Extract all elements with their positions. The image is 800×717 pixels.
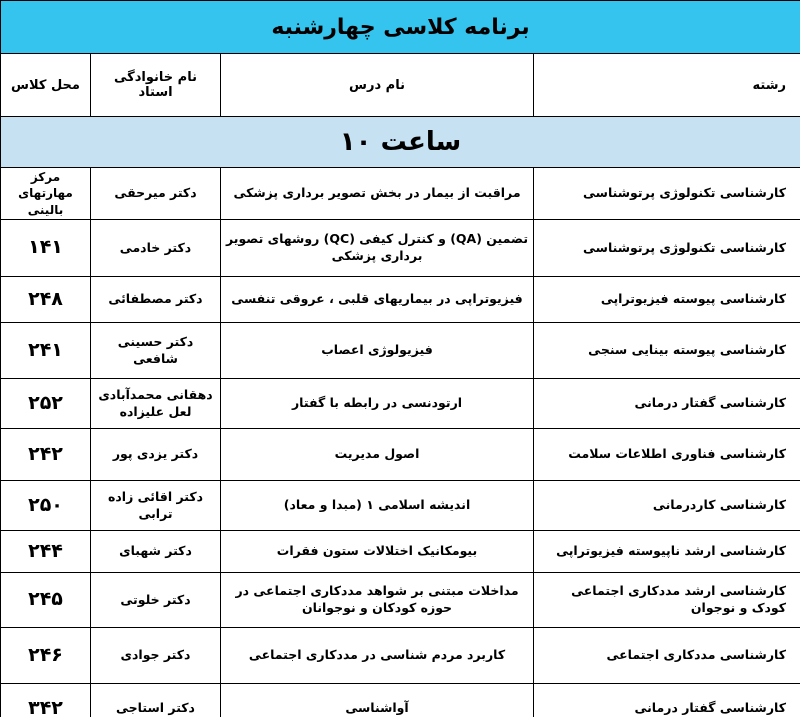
- cell-field: کارشناسی گفتار درمانی: [534, 684, 800, 717]
- cell-instructor: دکتر حسینی شافعی: [91, 323, 221, 379]
- cell-instructor: دکتر شهبای: [91, 531, 221, 573]
- header-field: رشته: [534, 54, 800, 117]
- cell-course: کاربرد مردم شناسی در مددکاری اجتماعی: [221, 628, 534, 684]
- cell-room: ۲۴۱: [1, 323, 91, 379]
- cell-field: کارشناسی تکنولوژی پرتوشناسی: [534, 220, 800, 277]
- schedule-title: برنامه کلاسی چهارشنبه: [1, 1, 800, 54]
- table-row: [1, 628, 800, 684]
- cell-room: ۲۴۸: [1, 277, 91, 323]
- table-row: [1, 481, 800, 531]
- cell-instructor: دکتر اقائی زاده ترابی: [91, 481, 221, 531]
- header-course: نام درس: [221, 54, 534, 117]
- cell-field: کارشناسی تکنولوژی پرتوشناسی: [534, 168, 800, 220]
- cell-course: آواشناسی: [221, 684, 534, 717]
- cell-course: فیزیولوژی اعصاب: [221, 323, 534, 379]
- table-row: [1, 168, 800, 220]
- cell-room: ۱۴۱: [1, 220, 91, 277]
- cell-field: کارشناسی فناوری اطلاعات سلامت: [534, 429, 800, 481]
- cell-room: ۲۴۲: [1, 429, 91, 481]
- cell-course: بیومکانیک اختلالات ستون فقرات: [221, 531, 534, 573]
- cell-course: فیزیوتراپی در بیماریهای قلبی ، عروقی تنفسی: [221, 277, 534, 323]
- cell-field: کارشناسی گفتار درمانی: [534, 379, 800, 429]
- cell-field: کارشناسی پیوسته فیزیوتراپی: [534, 277, 800, 323]
- table-row: [1, 379, 800, 429]
- cell-instructor: دکتر استاجی: [91, 684, 221, 717]
- cell-room: ۲۴۵: [1, 573, 91, 628]
- cell-room: ۲۴۴: [1, 531, 91, 573]
- table-row: [1, 220, 800, 277]
- table-row: [1, 684, 800, 717]
- hour-label: ساعت ۱۰: [1, 117, 800, 168]
- cell-course: اصول مدیریت: [221, 429, 534, 481]
- hour-row: [1, 117, 800, 168]
- cell-course: مداخلات مبتنی بر شواهد مددکاری اجتماعی در حوزه کودکان و نوجوانان: [221, 573, 534, 628]
- cell-instructor: دکتر جوادی: [91, 628, 221, 684]
- cell-room: مرکز مهارتهای بالینی: [1, 168, 91, 220]
- header-row: [1, 54, 800, 117]
- cell-field: کارشناسی پیوسته بینایی سنجی: [534, 323, 800, 379]
- cell-instructor: دکتر خادمی: [91, 220, 221, 277]
- cell-instructor: دکتر مصطفائی: [91, 277, 221, 323]
- cell-field: کارشناسی ارشد مددکاری اجتماعی کودک و نوجوان: [534, 573, 800, 628]
- cell-instructor: دکتر یزدی پور: [91, 429, 221, 481]
- table-row: [1, 429, 800, 481]
- cell-course: ارتودنسی در رابطه با گفتار: [221, 379, 534, 429]
- table-row: [1, 323, 800, 379]
- cell-course: مراقبت از بیمار در بخش تصویر برداری پزشکی: [221, 168, 534, 220]
- cell-field: کارشناسی ارشد ناپیوسته فیزیوتراپی: [534, 531, 800, 573]
- table-row: [1, 277, 800, 323]
- cell-instructor: دکتر میرحقی: [91, 168, 221, 220]
- cell-instructor: دهقانی محمدآبادی لعل علیزاده: [91, 379, 221, 429]
- cell-room: ۳۴۲: [1, 684, 91, 717]
- cell-room: ۲۴۶: [1, 628, 91, 684]
- table-row: [1, 531, 800, 573]
- cell-course: تضمین (QA) و کنترل کیفی (QC) روشهای تصویر برداری پزشکی: [221, 220, 534, 277]
- table-row: [1, 573, 800, 628]
- cell-field: کارشناسی کاردرمانی: [534, 481, 800, 531]
- header-room: محل کلاس: [1, 54, 91, 117]
- cell-instructor: دکتر خلوتی: [91, 573, 221, 628]
- cell-room: ۲۵۲: [1, 379, 91, 429]
- cell-room: ۲۵۰: [1, 481, 91, 531]
- cell-course: اندیشه اسلامی ۱ (مبدا و معاد): [221, 481, 534, 531]
- title-row: [1, 1, 800, 54]
- cell-field: کارشناسی مددکاری اجتماعی: [534, 628, 800, 684]
- header-instructor: نام خانوادگی استاد: [91, 54, 221, 117]
